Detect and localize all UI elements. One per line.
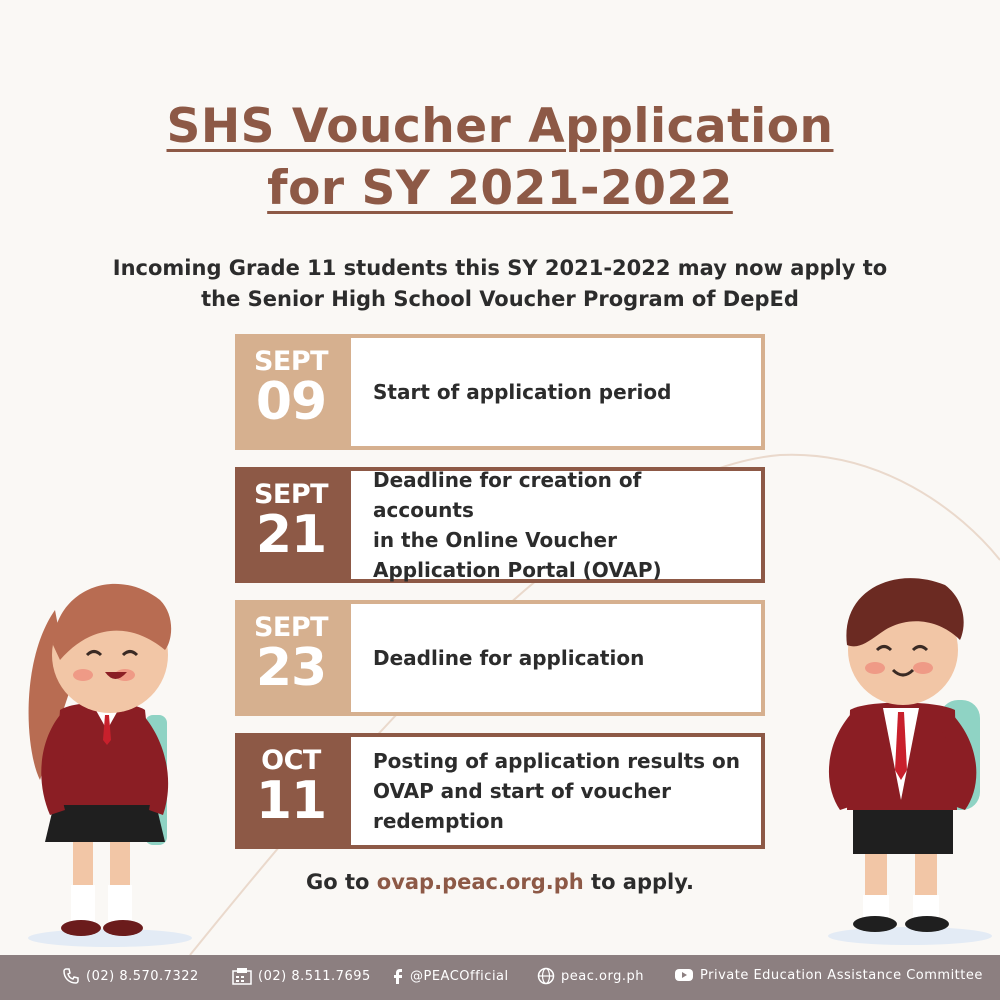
cta-prefix: Go to [306, 870, 377, 894]
date-month: SEPT [253, 479, 329, 510]
event-line: Posting of application results on [373, 749, 741, 773]
footer-facebook[interactable] [392, 967, 509, 985]
event-line: OVAP and start of voucher [373, 779, 671, 803]
youtube-channel: Private Education Assistance Committee [700, 967, 983, 983]
subtitle-line-1: Incoming Grade 11 students this SY 2021-2022 may now apply to [112, 256, 888, 280]
schedule-row-oct-11 [235, 733, 765, 849]
ovap-link[interactable]: ovap.peac.org.ph [376, 870, 584, 894]
date-month: OCT [261, 745, 321, 776]
event-line: redemption [373, 809, 504, 833]
phone-icon [62, 967, 80, 985]
footer-fax[interactable] [232, 967, 371, 985]
subtitle [80, 253, 920, 315]
date-day: 23 [255, 638, 327, 698]
date-month: SEPT [253, 612, 329, 643]
event-line: Start of application period [373, 380, 672, 404]
phone-number: (02) 8.570.7322 [86, 968, 199, 984]
event-box [347, 600, 765, 716]
globe-icon [537, 967, 555, 985]
date-badge [235, 733, 347, 849]
cta-suffix: to apply. [583, 870, 694, 894]
event-box [347, 733, 765, 849]
subtitle-line-2: the Senior High School Voucher Program of DepEd [201, 287, 799, 311]
footer-phone[interactable] [62, 967, 199, 985]
event-description [373, 643, 747, 673]
event-line: Application Portal (OVAP) [373, 558, 662, 582]
fax-number: (02) 8.511.7695 [258, 968, 371, 984]
boy-student-illustration [815, 570, 1000, 950]
date-month: SEPT [253, 346, 329, 377]
event-box [347, 467, 765, 583]
event-description [373, 465, 747, 585]
event-description [373, 746, 747, 836]
title-line-2: for SY 2021-2022 [267, 161, 733, 216]
title-line-1: SHS Voucher Application [166, 99, 834, 154]
girl-student-illustration [15, 570, 200, 950]
fax-icon [232, 967, 252, 985]
event-line: Deadline for creation of accounts [373, 468, 642, 522]
event-line: Deadline for application [373, 646, 645, 670]
page-title [0, 96, 1000, 220]
date-day: 11 [255, 771, 327, 831]
event-description [373, 377, 747, 407]
facebook-icon [392, 967, 404, 985]
footer-website[interactable] [537, 967, 644, 985]
date-badge [235, 600, 347, 716]
youtube-icon [674, 967, 694, 983]
date-day: 21 [255, 505, 327, 565]
footer-bar [0, 955, 1000, 1000]
footer-youtube[interactable] [674, 967, 983, 983]
schedule-row-sept-21 [235, 467, 765, 583]
schedule-row-sept-23 [235, 600, 765, 716]
facebook-handle: @PEACOfficial [410, 968, 509, 984]
website-url: peac.org.ph [561, 968, 644, 984]
schedule-row-sept-09 [235, 334, 765, 450]
date-badge [235, 467, 347, 583]
date-day: 09 [255, 372, 327, 432]
event-line: in the Online Voucher [373, 528, 617, 552]
event-box [347, 334, 765, 450]
date-badge [235, 334, 347, 450]
